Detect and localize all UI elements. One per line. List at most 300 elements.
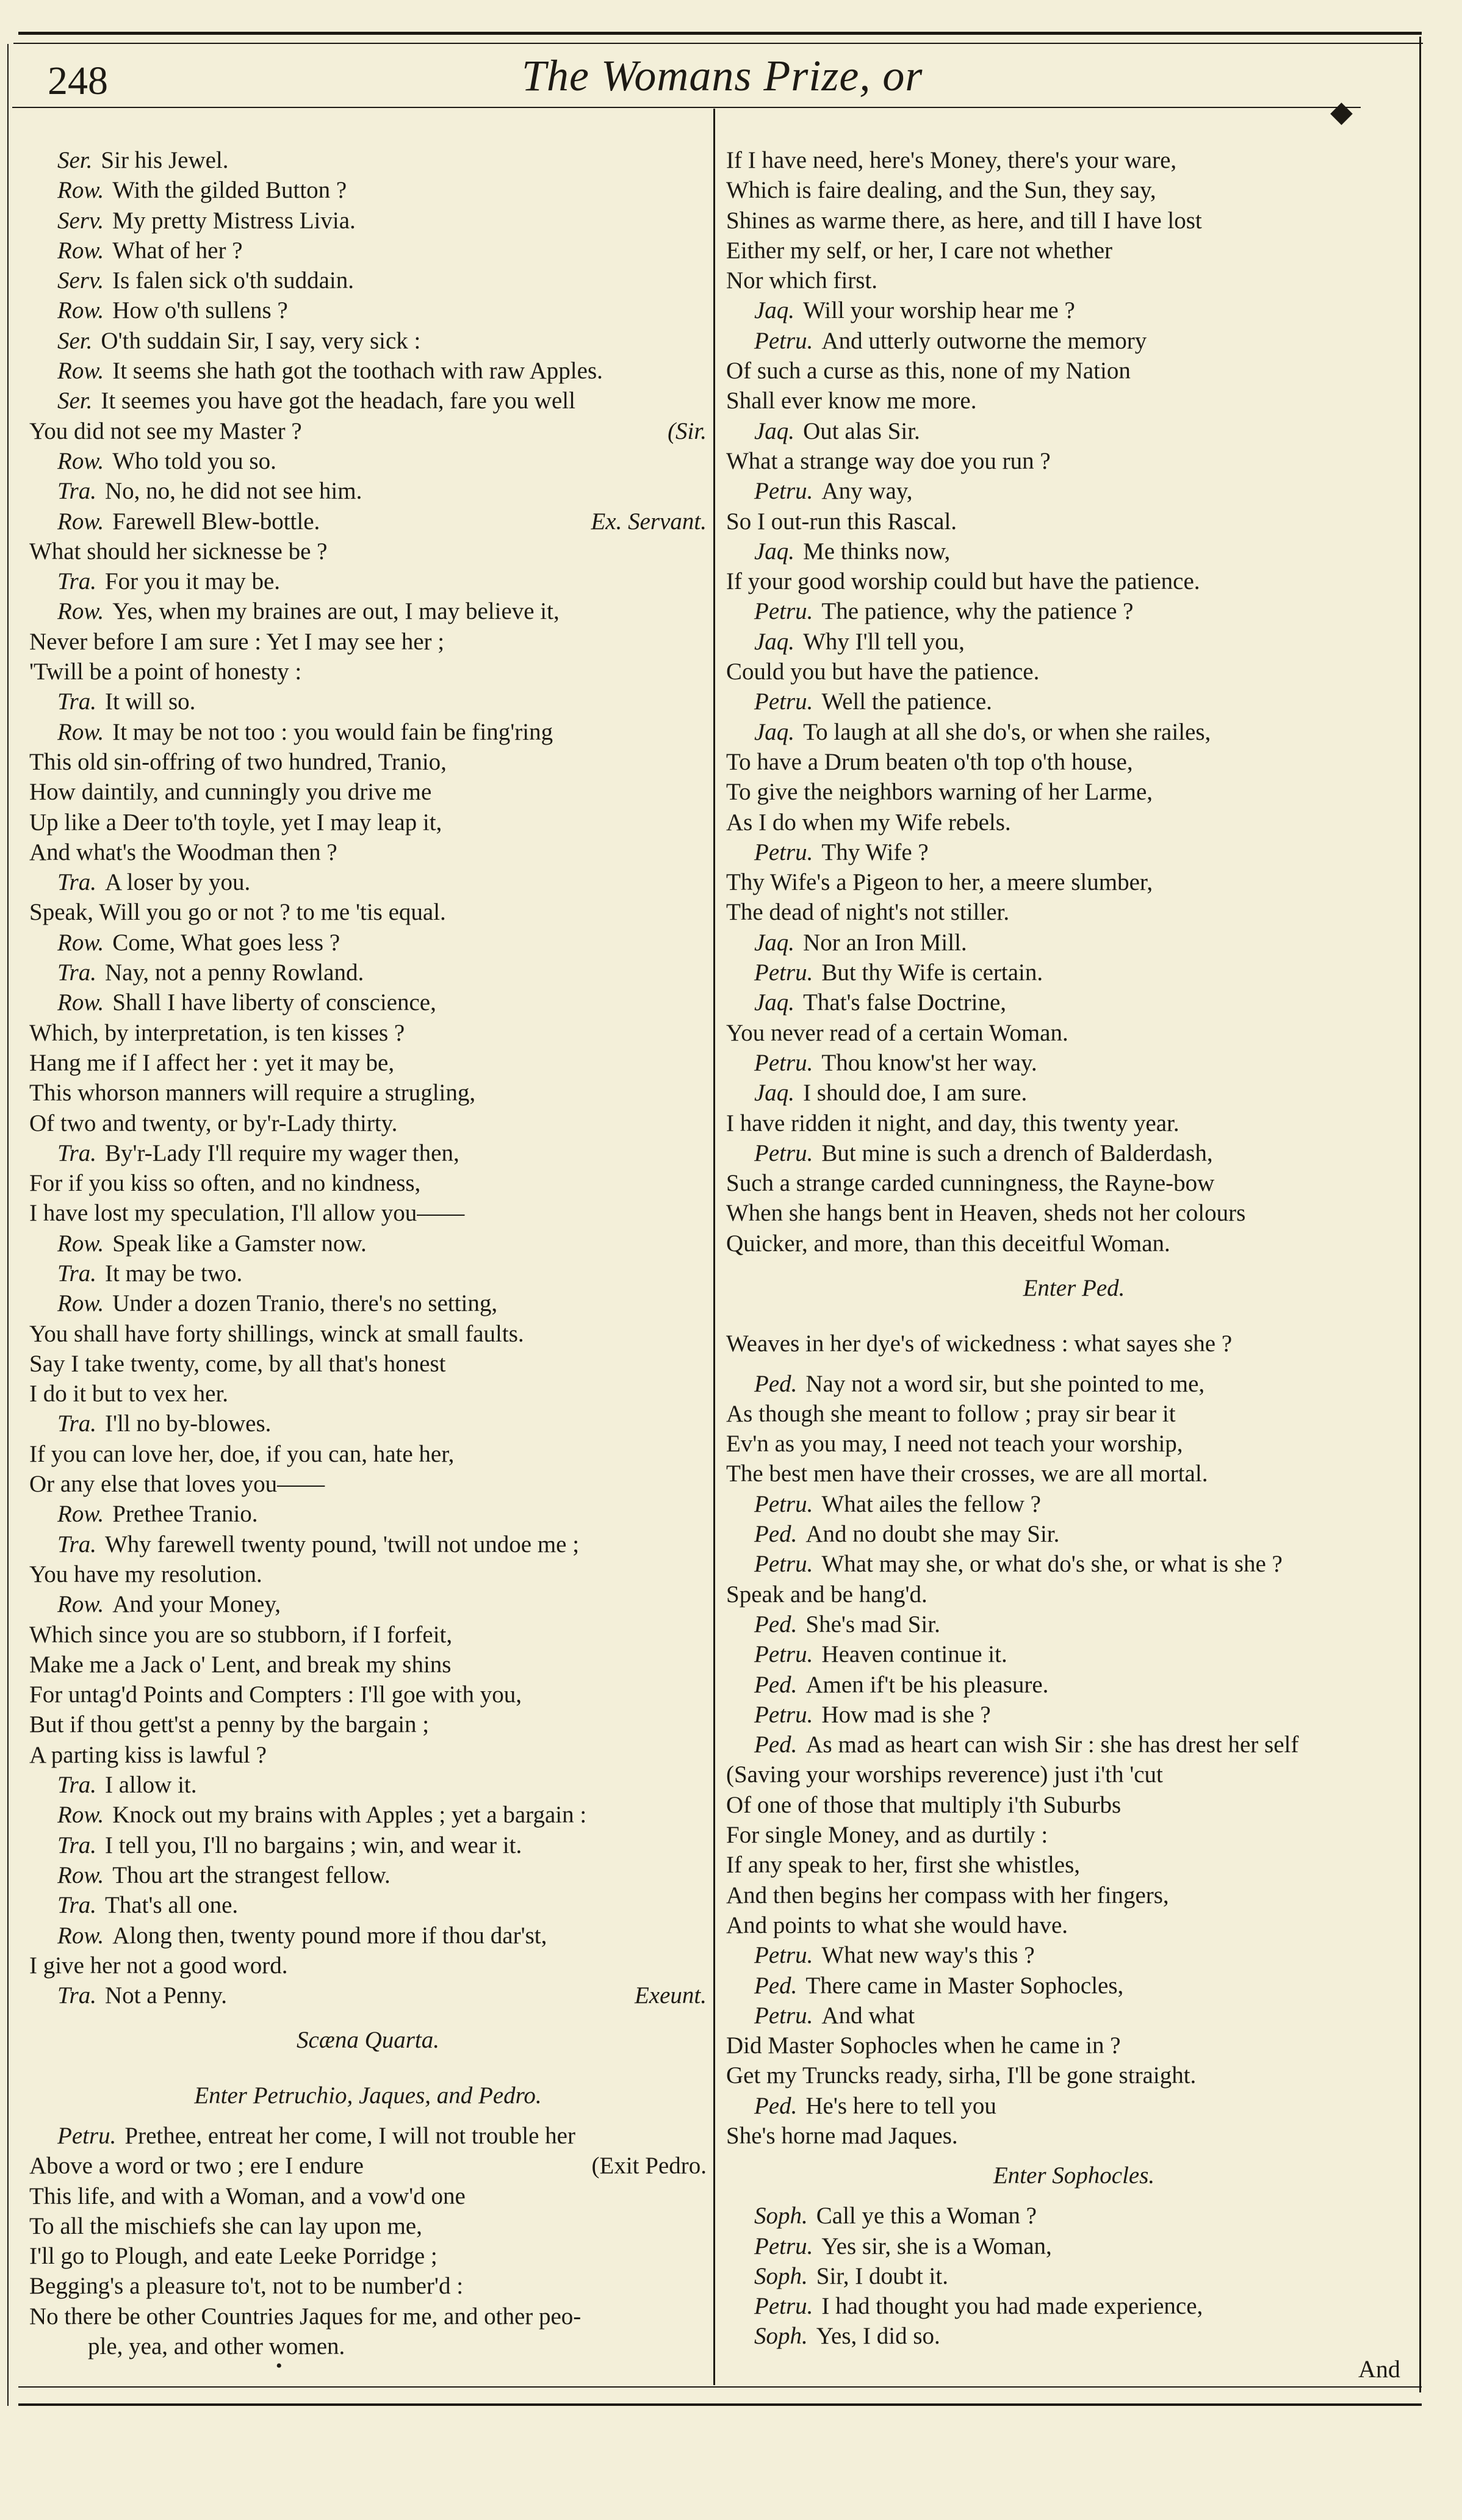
verse-line — [29, 1951, 707, 1980]
verse-text: I'll go to Plough, and eate Leeke Porridge ; — [29, 2243, 438, 2270]
speaker-prefix: Soph. — [754, 2323, 808, 2350]
speech-line — [29, 236, 707, 265]
speech-text: That's false Doctrine, — [803, 989, 1007, 1016]
verse-line — [29, 1018, 707, 1048]
speech-line — [726, 596, 1422, 626]
verse-text: Weaves in her dye's of wickedness : what sayes she ? — [726, 1330, 1233, 1357]
verse-line — [726, 2031, 1422, 2060]
speaker-prefix: Ser. — [57, 327, 93, 354]
verse-line — [29, 1319, 707, 1349]
speech-line — [29, 2121, 707, 2151]
speech-text: I tell you, I'll no bargains ; win, and wear it. — [104, 1832, 522, 1858]
speech-line — [726, 2231, 1422, 2261]
verse-text: If your good worship could but have the patience. — [726, 568, 1200, 595]
verse-text: Did Master Sophocles when he came in ? — [726, 2032, 1121, 2059]
verse-text: If I have need, here's Money, there's your ware, — [726, 147, 1177, 173]
verse-text: Such a strange carded cunningness, the Rayne-bow — [726, 1170, 1215, 1197]
speech-line — [29, 326, 707, 356]
speech-text: It seems she hath got the toothach with raw Apples. — [112, 358, 603, 384]
speaker-prefix: Ser. — [57, 147, 93, 173]
speech-line — [726, 1971, 1422, 2001]
speech-text: Sir his Jewel. — [101, 147, 229, 173]
speech-text: Yes, I did so. — [816, 2323, 940, 2350]
speech-text: Why farewell twenty pound, 'twill not undoe me ; — [104, 1531, 580, 1558]
verse-text: Get my Truncks ready, sirha, I'll be gone straight. — [726, 2062, 1197, 2089]
verse-line — [726, 777, 1422, 807]
verse-line — [726, 2060, 1422, 2090]
verse-text: Of two and twenty, or by'r-Lady thirty. — [29, 1110, 398, 1136]
speaker-prefix: Jaq. — [754, 297, 795, 324]
verse-text: Of one of those that multiply i'th Suburbs — [726, 1791, 1122, 1818]
verse-text: When she hangs bent in Heaven, sheds not her colours — [726, 1200, 1246, 1227]
right-aligned-direction: Exeunt. — [634, 1982, 707, 2009]
speaker-prefix: Row. — [57, 1290, 104, 1317]
verse-text: Thy Wife's a Pigeon to her, a meere slumber, — [726, 869, 1153, 896]
speech-text: With the gilded Button ? — [112, 177, 347, 204]
speech-text: Farewell Blew-bottle. — [112, 508, 320, 535]
speaker-prefix: Serv. — [57, 207, 104, 234]
speech-text: The patience, why the patience ? — [821, 598, 1134, 625]
speech-line — [29, 1890, 707, 1920]
speech-line — [726, 1609, 1422, 1639]
verse-text: ple, yea, and other women. — [88, 2333, 345, 2360]
speech-text: Amen if't be his pleasure. — [805, 1671, 1049, 1698]
speaker-prefix: Petru. — [754, 2293, 813, 2320]
verse-line — [29, 2271, 707, 2301]
verse-text: As though she meant to follow ; pray sir bear it — [726, 1400, 1176, 1427]
speech-line — [726, 2201, 1422, 2231]
verse-text: Which since you are so stubborn, if I forfeit, — [29, 1621, 453, 1648]
speech-text: Will your worship hear me ? — [803, 297, 1075, 324]
speech-line — [29, 1409, 707, 1439]
verse-line — [726, 807, 1422, 837]
speech-text: My pretty Mistress Livia. — [112, 207, 356, 234]
verse-text: To all the mischiefs she can lay upon me, — [29, 2212, 422, 2239]
running-title: The Womans Prize, or — [522, 51, 923, 100]
verse-line — [29, 837, 707, 867]
verse-text: The best men have their crosses, we are all mortal. — [726, 1460, 1208, 1487]
speech-line — [29, 386, 707, 416]
speech-text: Speak like a Gamster now. — [112, 1230, 367, 1257]
verse-text: Either my self, or her, I care not whether — [726, 237, 1113, 264]
verse-line — [726, 265, 1422, 295]
speech-text: What ailes the fellow ? — [821, 1490, 1041, 1517]
speaker-prefix: Petru. — [754, 598, 813, 625]
verse-text: You never read of a certain Woman. — [726, 1019, 1068, 1046]
speech-text: What may she, or what do's she, or what is she ? — [821, 1551, 1283, 1578]
verse-line — [726, 1018, 1422, 1048]
speaker-prefix: Row. — [57, 1591, 104, 1618]
speaker-prefix: Petru. — [754, 1049, 813, 1076]
verse-text: I give her not a good word. — [29, 1952, 288, 1979]
left-border-rule — [7, 44, 9, 2406]
speaker-prefix: Tra. — [57, 688, 96, 715]
speech-text: He's here to tell you — [805, 2092, 996, 2119]
verse-line — [726, 1790, 1422, 1820]
verse-line — [29, 1439, 707, 1469]
speaker-prefix: Soph. — [754, 2203, 808, 2229]
top-border-rule-inner — [13, 43, 1423, 44]
verse-line — [29, 2181, 707, 2211]
speech-line — [726, 987, 1422, 1017]
bottom-ornament-dot: • — [276, 2356, 283, 2376]
speech-line — [29, 206, 707, 236]
speech-text: A loser by you. — [104, 869, 251, 896]
verse-text: The dead of night's not stiller. — [726, 899, 1010, 926]
verse-line — [29, 657, 707, 687]
speech-line — [29, 476, 707, 506]
speaker-prefix: Petru. — [754, 2233, 813, 2259]
verse-line — [29, 897, 707, 927]
speech-text: And your Money, — [112, 1591, 281, 1618]
speech-text: Heaven continue it. — [821, 1641, 1007, 1668]
verse-line — [29, 1048, 707, 1078]
speaker-prefix: Tra. — [57, 1260, 96, 1287]
speech-text: But thy Wife is certain. — [821, 959, 1043, 986]
speaker-prefix: Petru. — [754, 327, 813, 354]
verse-text: You have my resolution. — [29, 1561, 262, 1587]
speech-text: Thou art the strangest fellow. — [112, 1861, 391, 1888]
speech-line — [29, 1860, 707, 1890]
speech-line — [726, 1639, 1422, 1669]
speech-text: Me thinks now, — [803, 538, 951, 565]
verse-line — [726, 1429, 1422, 1459]
speaker-prefix: Jaq. — [754, 538, 795, 565]
verse-text: Quicker, and more, than this deceitful Woman. — [726, 1230, 1170, 1257]
speaker-prefix: Jaq. — [754, 1080, 795, 1107]
speaker-prefix: Row. — [57, 1922, 104, 1949]
stage-direction-text: Enter Petruchio, Jaques, and Pedro. — [194, 2082, 542, 2109]
speech-line — [29, 717, 707, 747]
speech-line — [726, 2091, 1422, 2121]
verse-line — [29, 1740, 707, 1770]
verse-line — [29, 1680, 707, 1709]
speech-line — [726, 1519, 1422, 1549]
verse-line — [726, 1880, 1422, 1910]
speech-text: O'th suddain Sir, I say, very sick : — [101, 327, 421, 354]
speech-text: I had thought you had made experience, — [821, 2293, 1203, 2320]
verse-line — [726, 867, 1422, 897]
verse-line — [726, 1820, 1422, 1850]
speaker-prefix: Row. — [57, 297, 104, 324]
speech-text: There came in Master Sophocles, — [805, 1972, 1124, 1999]
verse-line — [29, 1620, 707, 1650]
bottom-border-rule — [18, 2403, 1422, 2406]
verse-text: As I do when my Wife rebels. — [726, 809, 1011, 836]
speech-text: Yes sir, she is a Woman, — [821, 2233, 1052, 2259]
verse-text: To give the neighbors warning of her Larme, — [726, 779, 1153, 806]
verse-text: Above a word or two ; ere I endure — [29, 2153, 364, 2179]
right-column — [726, 145, 1422, 2352]
speech-line — [29, 928, 707, 958]
column-divider — [713, 109, 715, 2385]
speaker-prefix: Ped. — [754, 1370, 798, 1397]
verse-line — [29, 1469, 707, 1499]
stage-direction-text: Enter Ped. — [1023, 1274, 1125, 1301]
verse-line — [726, 356, 1422, 386]
speaker-prefix: Petru. — [754, 1641, 813, 1668]
speech-text: And utterly outworne the memory — [821, 327, 1147, 354]
verse-line — [29, 1559, 707, 1589]
speaker-prefix: Petru. — [754, 478, 813, 505]
verse-line — [726, 507, 1422, 536]
speaker-prefix: Petru. — [754, 1942, 813, 1969]
speech-text: Knock out my brains with Apples ; yet a bargain : — [112, 1802, 587, 1829]
speech-text: Under a dozen Tranio, there's no setting, — [112, 1290, 498, 1317]
speech-text: Thy Wife ? — [821, 839, 929, 865]
speaker-prefix: Tra. — [57, 1892, 96, 1919]
verse-text: For if you kiss so often, and no kindness, — [29, 1170, 421, 1197]
right-aligned-direction: Ex. Servant. — [591, 508, 707, 535]
speech-line — [29, 1229, 707, 1258]
verse-text: If any speak to her, first she whistles, — [726, 1852, 1081, 1879]
speaker-prefix: Ped. — [754, 1972, 798, 1999]
speech-text: For you it may be. — [104, 568, 281, 595]
speech-text: Prethee Tranio. — [112, 1501, 258, 1528]
verse-text: Shall ever know me more. — [726, 388, 977, 414]
speaker-prefix: Tra. — [57, 1832, 96, 1858]
speaker-prefix: Tra. — [57, 869, 96, 896]
verse-line — [726, 657, 1422, 687]
verse-line — [726, 1198, 1422, 1228]
verse-line — [726, 206, 1422, 236]
speech-text: I allow it. — [104, 1772, 197, 1799]
verse-line — [29, 2241, 707, 2271]
verse-text: No there be other Countries Jaques for me, and other peo- — [29, 2303, 582, 2330]
speaker-prefix: Jaq. — [754, 989, 795, 1016]
verse-text: Or any else that loves you—— — [29, 1471, 325, 1498]
speaker-prefix: Soph. — [754, 2262, 808, 2289]
verse-text: 'Twill be a point of honesty : — [29, 659, 302, 685]
speech-line — [726, 1048, 1422, 1078]
speech-line — [726, 1549, 1422, 1579]
verse-line — [29, 1709, 707, 1739]
verse-line — [29, 1168, 707, 1198]
verse-line — [726, 1459, 1422, 1489]
speech-text: Why I'll tell you, — [803, 628, 965, 655]
speech-line — [726, 958, 1422, 987]
speaker-prefix: Tra. — [57, 1139, 96, 1166]
verse-line — [29, 2331, 707, 2361]
speaker-prefix: Petru. — [754, 959, 813, 986]
verse-text: Nor which first. — [726, 267, 878, 294]
verse-text: I do it but to vex her. — [29, 1381, 229, 1407]
speech-text: Prethee, entreat her come, I will not trouble her — [124, 2123, 575, 2149]
verse-text: Shines as warme there, as here, and till I have lost — [726, 207, 1202, 234]
speaker-prefix: Petru. — [754, 688, 813, 715]
verse-line — [29, 1198, 707, 1228]
verse-line — [29, 747, 707, 777]
verse-text: This whorson manners will require a strugling, — [29, 1080, 476, 1107]
speech-line — [726, 1078, 1422, 1108]
speech-line — [29, 1258, 707, 1288]
stage-direction-text: Enter Sophocles. — [993, 2162, 1155, 2189]
verse-line — [726, 1229, 1422, 1258]
speech-text: But mine is such a drench of Balderdash, — [821, 1139, 1213, 1166]
verse-text: If you can love her, doe, if you can, hate her, — [29, 1440, 455, 1467]
speech-text: No, no, he did not see him. — [104, 478, 362, 505]
verse-text: How daintily, and cunningly you drive me — [29, 779, 432, 806]
bottom-border-rule-inner — [18, 2386, 1422, 2388]
page-number: 248 — [48, 59, 108, 103]
speech-line — [726, 837, 1422, 867]
verse-line — [726, 446, 1422, 476]
speaker-prefix: Petru. — [754, 839, 813, 865]
verse-text: Up like a Deer to'th toyle, yet I may leap it, — [29, 809, 442, 836]
speech-text: That's all one. — [104, 1892, 239, 1919]
speech-text: Not a Penny. — [104, 1982, 227, 2009]
speech-line — [726, 1369, 1422, 1399]
verse-text: Of such a curse as this, none of my Nation — [726, 358, 1131, 384]
speech-line — [726, 928, 1422, 958]
speech-line — [726, 627, 1422, 657]
stage-direction — [726, 2151, 1422, 2201]
verse-text: Could you but have the patience. — [726, 659, 1040, 685]
verse-text: You did not see my Master ? — [29, 417, 302, 444]
speech-text: It seemes you have got the headach, fare you well — [101, 388, 575, 414]
speaker-prefix: Row. — [57, 447, 104, 474]
verse-line — [726, 386, 1422, 416]
speech-line — [726, 476, 1422, 506]
speaker-prefix: Row. — [57, 1230, 104, 1257]
verse-text: And points to what she would have. — [726, 1912, 1068, 1938]
header-rule — [12, 107, 1361, 108]
speech-line — [726, 2321, 1422, 2351]
verse-line — [29, 777, 707, 807]
verse-text: Hang me if I affect her : yet it may be, — [29, 1049, 395, 1076]
verse-line — [726, 897, 1422, 927]
speech-text: As mad as heart can wish Sir : she has drest her self — [805, 1731, 1299, 1758]
speech-text: And no doubt she may Sir. — [805, 1521, 1060, 1548]
right-aligned-direction: (Exit Pedro. — [591, 2153, 707, 2179]
speaker-prefix: Jaq. — [754, 417, 795, 444]
speech-text: To laugh at all she do's, or when she railes, — [803, 718, 1211, 745]
verse-line — [29, 1108, 707, 1138]
speaker-prefix: Row. — [57, 1861, 104, 1888]
verse-line — [726, 1399, 1422, 1429]
stage-direction — [726, 1258, 1422, 1319]
verse-line — [29, 536, 707, 566]
speaker-prefix: Ped. — [754, 1521, 798, 1548]
speaker-prefix: Tra. — [57, 1410, 96, 1437]
speaker-prefix: Jaq. — [754, 628, 795, 655]
speech-line — [726, 1730, 1422, 1760]
speaker-prefix: Ped. — [754, 1611, 798, 1637]
speech-text: Nay, not a penny Rowland. — [104, 959, 364, 986]
verse-text: So I out-run this Rascal. — [726, 508, 957, 535]
speech-text: Along then, twenty pound more if thou dar'st, — [112, 1922, 547, 1949]
speaker-prefix: Petru. — [57, 2123, 117, 2149]
speaker-prefix: Petru. — [754, 2002, 813, 2029]
speaker-prefix: Tra. — [57, 1531, 96, 1558]
speech-text: I should doe, I am sure. — [803, 1080, 1028, 1107]
speech-line — [726, 2001, 1422, 2031]
stage-direction-text: Scæna Quarta. — [297, 2027, 439, 2054]
verse-text: A parting kiss is lawful ? — [29, 1741, 267, 1768]
verse-text: But if thou gett'st a penny by the bargain ; — [29, 1711, 430, 1738]
speech-text: Who told you so. — [112, 447, 276, 474]
speech-text: Any way, — [821, 478, 913, 505]
verse-line — [726, 175, 1422, 205]
speech-line — [29, 1138, 707, 1168]
speech-text: Thou know'st her way. — [821, 1049, 1037, 1076]
speech-line — [726, 1138, 1422, 1168]
speech-text: Come, What goes less ? — [112, 929, 340, 956]
verse-line — [29, 1078, 707, 1108]
verse-line — [726, 1108, 1422, 1138]
verse-line — [726, 1850, 1422, 1880]
speech-line — [29, 1529, 707, 1559]
speech-text: I'll no by-blowes. — [104, 1410, 272, 1437]
verse-text: And what's the Woodman then ? — [29, 839, 337, 865]
speech-text: Nay not a word sir, but she pointed to me, — [805, 1370, 1205, 1397]
speaker-prefix: Row. — [57, 989, 104, 1016]
speaker-prefix: Ped. — [754, 1671, 798, 1698]
speech-text: Well the patience. — [821, 688, 992, 715]
speech-text: Is falen sick o'th suddain. — [112, 267, 355, 294]
verse-text: I have ridden it night, and day, this twenty year. — [726, 1110, 1179, 1136]
verse-text: Speak and be hang'd. — [726, 1581, 927, 1608]
speech-text: It may be not too : you would fain be fing'ring — [112, 718, 553, 745]
speech-line — [726, 687, 1422, 717]
speaker-prefix: Row. — [57, 929, 104, 956]
verse-line — [29, 2302, 707, 2331]
verse-text: Which is faire dealing, and the Sun, they say, — [726, 177, 1156, 204]
speaker-prefix: Tra. — [57, 959, 96, 986]
verse-line — [726, 1168, 1422, 1198]
speaker-prefix: Tra. — [57, 1772, 96, 1799]
verse-text: She's horne mad Jaques. — [726, 2123, 958, 2149]
verse-line — [29, 2211, 707, 2241]
speech-line — [29, 958, 707, 987]
speaker-prefix: Petru. — [754, 1551, 813, 1578]
speaker-prefix: Tra. — [57, 568, 96, 595]
verse-text: I have lost my speculation, I'll allow you—— — [29, 1200, 465, 1227]
speech-text: Shall I have liberty of conscience, — [112, 989, 436, 1016]
speech-line — [29, 265, 707, 295]
speech-line — [29, 175, 707, 205]
speech-line — [29, 1589, 707, 1619]
speech-line — [726, 1670, 1422, 1700]
verse-line — [726, 747, 1422, 777]
speech-text: Sir, I doubt it. — [816, 2262, 948, 2289]
speech-line — [29, 1980, 707, 2010]
speaker-prefix: Petru. — [754, 1701, 813, 1728]
speaker-prefix: Row. — [57, 598, 104, 625]
speech-line — [726, 2261, 1422, 2291]
verse-line — [29, 2151, 707, 2181]
speech-line — [726, 1489, 1422, 1519]
verse-line — [29, 1650, 707, 1680]
verse-line — [726, 145, 1422, 175]
speaker-prefix: Jaq. — [754, 718, 795, 745]
speech-line — [29, 1499, 707, 1529]
speech-text: Call ye this a Woman ? — [816, 2203, 1037, 2229]
verse-line — [726, 1319, 1422, 1369]
speaker-prefix: Row. — [57, 358, 104, 384]
right-aligned-direction: (Sir. — [668, 417, 707, 444]
speech-line — [29, 1770, 707, 1800]
verse-line — [29, 1379, 707, 1409]
verse-text: (Saving your worships reverence) just i'th 'cut — [726, 1761, 1163, 1788]
verse-text: Speak, Will you go or not ? to me 'tis equal. — [29, 899, 446, 926]
speech-line — [726, 326, 1422, 356]
speaker-prefix: Row. — [57, 1802, 104, 1829]
speech-text: What of her ? — [112, 237, 243, 264]
speech-line — [29, 1288, 707, 1318]
speech-line — [726, 536, 1422, 566]
speech-text: She's mad Sir. — [805, 1611, 940, 1637]
